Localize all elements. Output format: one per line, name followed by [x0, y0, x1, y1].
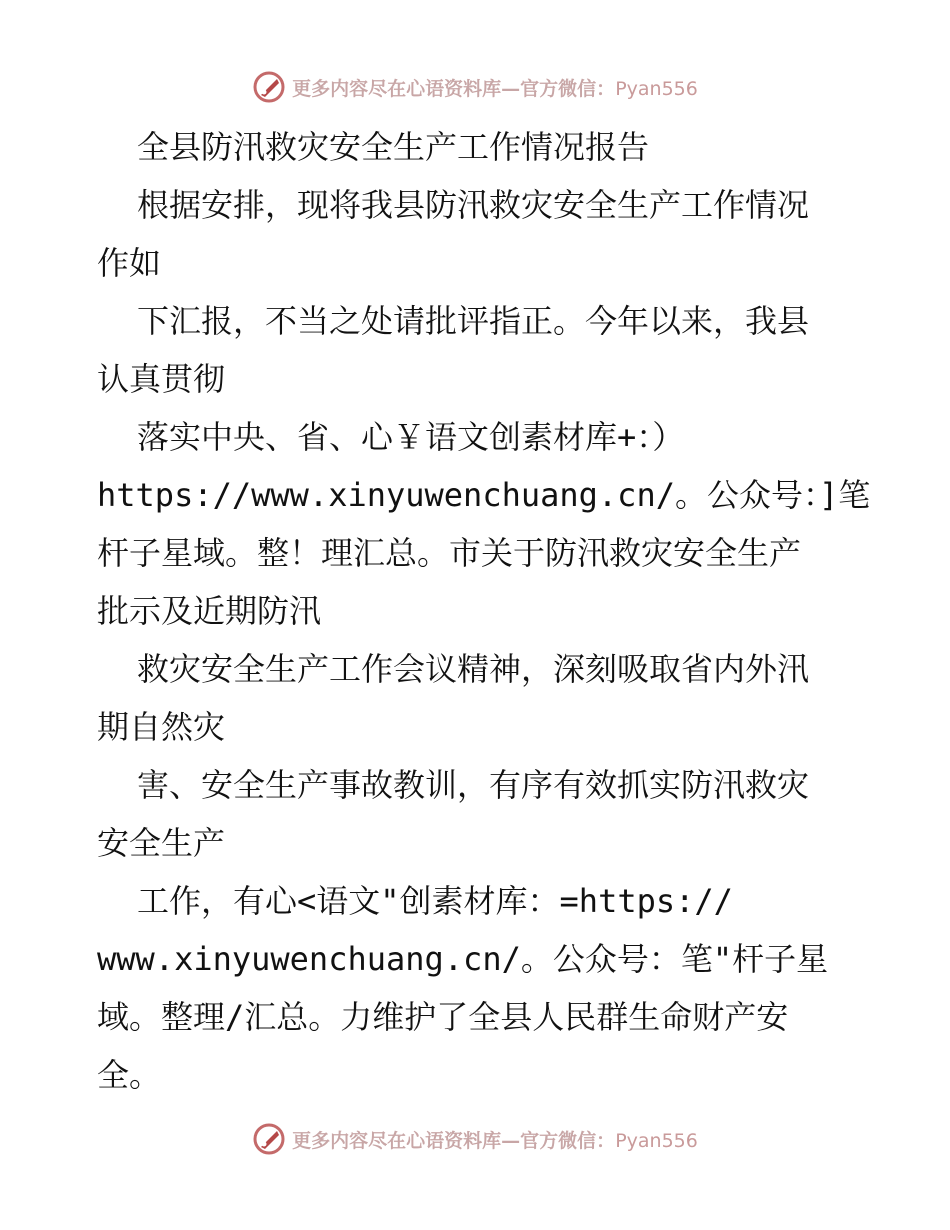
footer-banner-text: 更多内容尽在心语资料库—官方微信：Pyan556	[292, 1129, 698, 1152]
page-header-banner	[0, 70, 950, 104]
paragraph-line: 期自然灾	[97, 708, 226, 746]
paragraph-line: 工作，有心<语文"创素材库：=https://	[137, 882, 733, 920]
paragraph-line: 域。整理/汇总。力维护了全县人民群生命财产安	[97, 998, 789, 1036]
paragraph-line: 安全生产	[97, 824, 226, 862]
paragraph-line: 根据安排，现将我县防汛救灾安全生产工作情况	[137, 186, 810, 224]
paragraph-line: 认真贯彻	[97, 360, 226, 398]
document-body	[97, 118, 871, 1104]
header-banner-text: 更多内容尽在心语资料库—官方微信：Pyan556	[292, 77, 698, 100]
paragraph-line: 作如	[97, 244, 162, 282]
quill-logo-icon	[252, 1122, 286, 1156]
paragraph-line: 下汇报，不当之处请批评指正。今年以来，我县	[137, 302, 810, 340]
paragraph-line: 全。	[97, 1056, 162, 1094]
document-title: 全县防汛救灾安全生产工作情况报告	[137, 128, 650, 166]
page-footer-banner	[0, 1122, 950, 1156]
paragraph-line: 落实中央、省、心￥语文创素材库+：）	[137, 418, 685, 456]
quill-logo-icon	[252, 70, 286, 104]
paragraph-line: 救灾安全生产工作会议精神，深刻吸取省内外汛	[137, 650, 810, 688]
paragraph-line: 杆子星域。整！理汇总。市关于防汛救灾安全生产	[97, 534, 802, 572]
paragraph-line: https://www.xinyuwenchuang.cn/。公众号：]笔	[97, 476, 871, 514]
paragraph-line: 害、安全生产事故教训，有序有效抓实防汛救灾	[137, 766, 810, 804]
paragraph-line: 批示及近期防汛	[97, 592, 322, 630]
paragraph-line: www.xinyuwenchuang.cn/。公众号：笔"杆子星	[97, 940, 829, 978]
